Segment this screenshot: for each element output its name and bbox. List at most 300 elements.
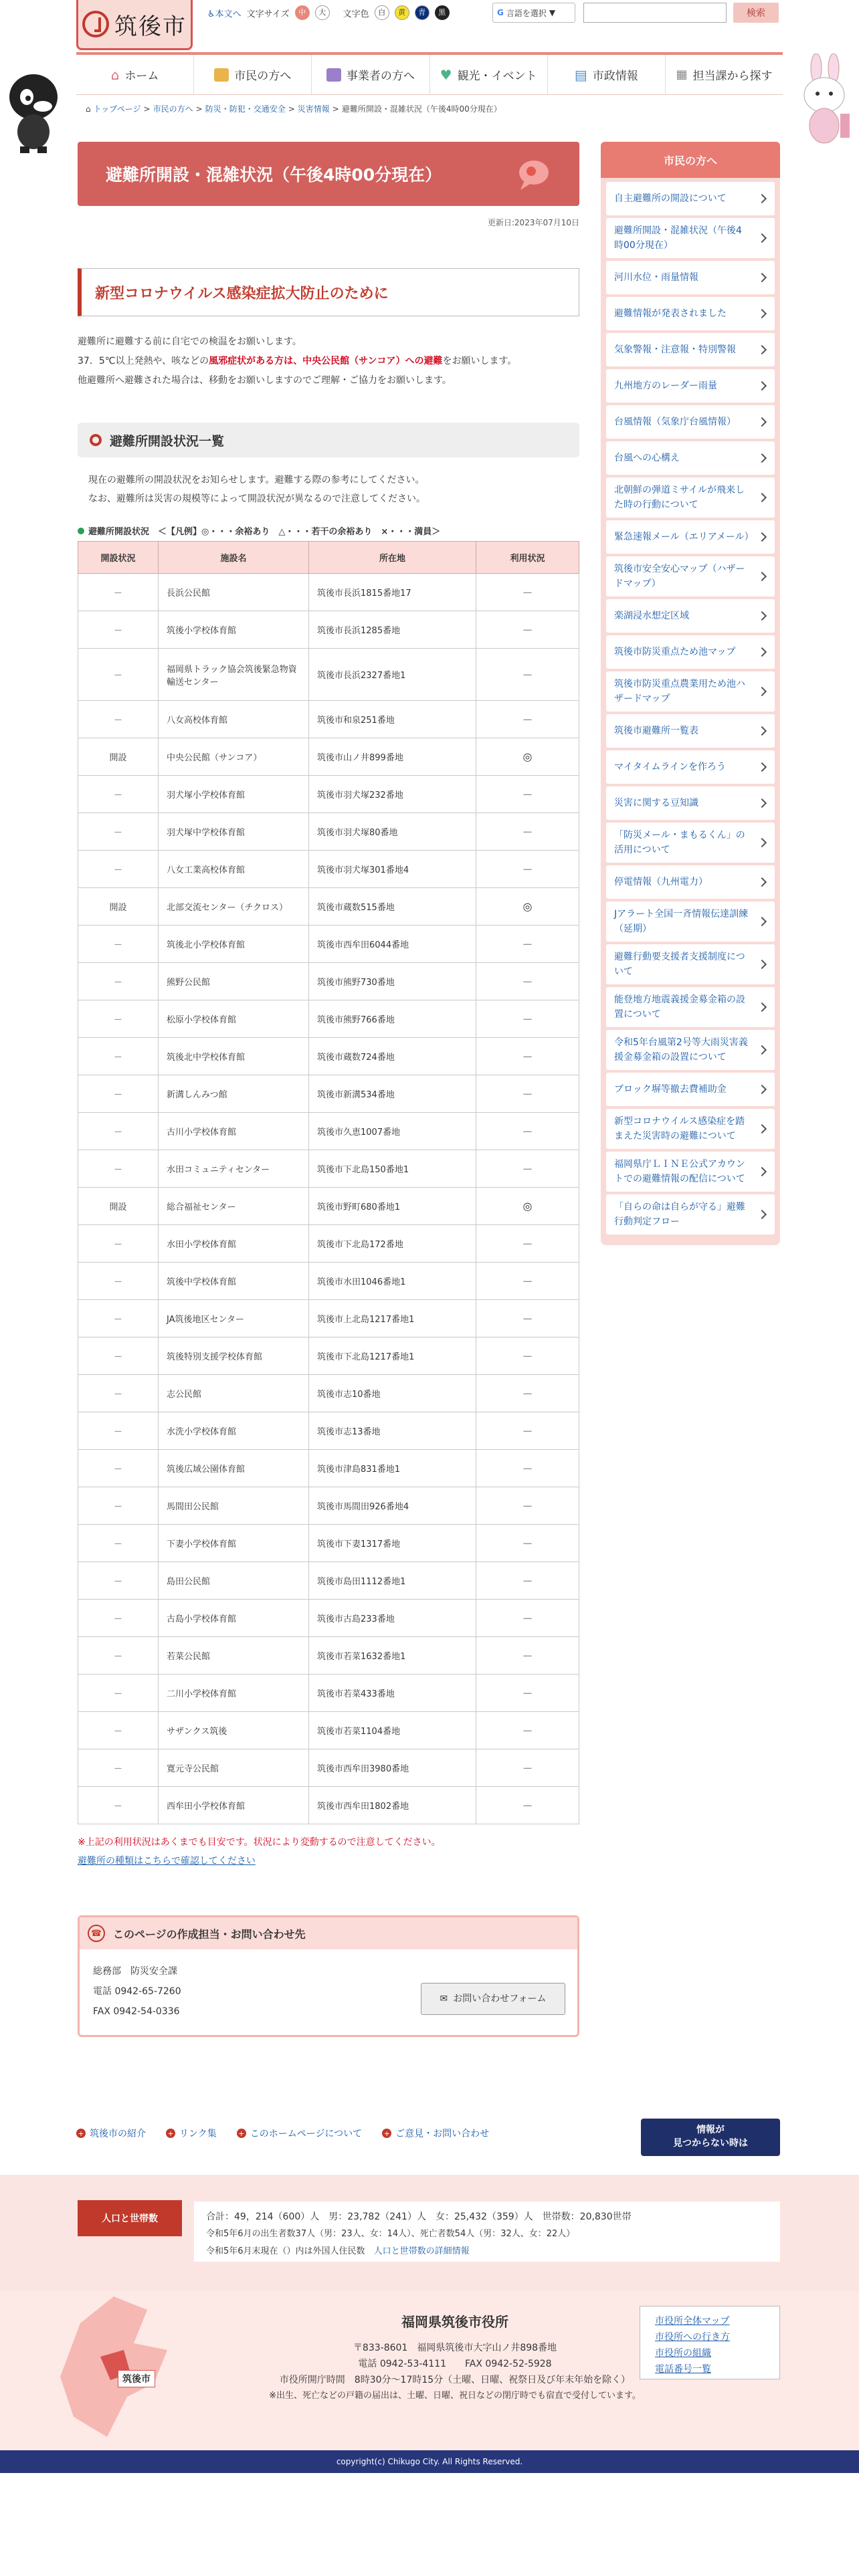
cell-address: 筑後市西牟田3980番地: [309, 1749, 476, 1787]
cell-facility: 筑後広域公園体育館: [159, 1450, 309, 1487]
cell-status: 開設: [78, 738, 159, 776]
cell-facility: 二川小学校体育館: [159, 1675, 309, 1712]
person-icon: ♿: [207, 9, 215, 19]
legend: [78, 524, 579, 537]
col-header-facility: 施設名: [159, 542, 309, 574]
color-blue-button[interactable]: 青: [415, 5, 430, 20]
search-input[interactable]: [583, 3, 727, 23]
cell-status: －: [78, 1562, 159, 1600]
table-row: [78, 1450, 579, 1487]
table-row: [78, 1038, 579, 1075]
nav-business[interactable]: [312, 55, 430, 94]
cell-status: －: [78, 701, 159, 738]
font-size-medium-button[interactable]: 中: [295, 5, 310, 20]
table-row: [78, 851, 579, 888]
cell-address: 筑後市山ノ井899番地: [309, 738, 476, 776]
cell-status: －: [78, 851, 159, 888]
cell-address: 筑後市若菜1632番地1: [309, 1637, 476, 1675]
cell-usage: ◎: [476, 888, 579, 926]
mascot-right-icon: [789, 53, 859, 154]
sidebar-item[interactable]: ブロック塀等撤去費補助金: [606, 1073, 775, 1106]
cell-status: －: [78, 1525, 159, 1562]
city-note: ※出生、死亡などの戸籍の届出は、土曜、日曜、祝日などの閉庁時でも宿直で受付しています。: [269, 2391, 641, 2401]
table-row: [78, 1075, 579, 1113]
cell-usage: ◎: [476, 738, 579, 776]
search-button[interactable]: 検索: [733, 3, 779, 23]
sidebar-item[interactable]: 能登地方地震義援金募金箱の設置について: [606, 987, 775, 1027]
cell-facility: 福岡県トラック協会筑後緊急物資輸送センター: [159, 649, 309, 701]
notice-line: 他避難所へ避難された場合は、移動をお願いしますのでご理解・ご協力をお願いします。: [78, 375, 452, 386]
fnav-phone-list[interactable]: 電話番号一覧: [655, 2364, 711, 2375]
city-hall-name: 福岡県筑後市役所: [401, 2314, 508, 2330]
nav-label: 事業者の方へ: [346, 70, 415, 83]
sidebar-item[interactable]: 「防災メール・まもるくん」の活用について: [606, 823, 775, 863]
global-nav: [76, 52, 783, 95]
sidebar-item[interactable]: 筑後市避難所一覧表: [606, 714, 775, 748]
contact-heading: [80, 1917, 577, 1949]
cell-facility: 八女工業高校体育館: [159, 851, 309, 888]
sidebar-item[interactable]: 避難所開設・混雑状況（午後4時00分現在）: [606, 218, 775, 258]
contact-box: [78, 1915, 579, 2037]
population-note: [206, 2243, 768, 2260]
shelter-intro: [78, 471, 579, 508]
cell-address: 筑後市羽犬塚301番地4: [309, 851, 476, 888]
cell-status: －: [78, 1675, 159, 1712]
sidebar-item[interactable]: 緊急速報メール（エリアメール）: [606, 520, 775, 554]
cell-status: －: [78, 1000, 159, 1038]
shelter-list-heading: [78, 423, 579, 457]
shelter-table: [78, 541, 579, 1824]
contact-body: [80, 1949, 577, 2035]
sidebar-item[interactable]: 「自らの命は自らが守る」避難行動判定フロー: [606, 1194, 775, 1235]
sidebar-item[interactable]: 筑後市防災重点農業用ため池ハザードマップ: [606, 671, 775, 712]
nav-label: 観光・イベント: [457, 70, 537, 83]
cell-address: 筑後市西牟田6044番地: [309, 926, 476, 963]
table-row: [78, 1562, 579, 1600]
cell-status: －: [78, 963, 159, 1000]
table-row: [78, 1300, 579, 1337]
table-row: [78, 1188, 579, 1225]
cell-address: 筑後市馬間田926番地4: [309, 1487, 476, 1525]
cell-facility: 寛元寺公民館: [159, 1749, 309, 1787]
footer-link-about[interactable]: [76, 2127, 146, 2140]
cell-facility: 中央公民館（サンコア）: [159, 738, 309, 776]
cell-address: 筑後市若菜1104番地: [309, 1712, 476, 1749]
cell-address: 筑後市蔵数724番地: [309, 1038, 476, 1075]
table-row: [78, 1150, 579, 1188]
cell-facility: 松原小学校体育館: [159, 1000, 309, 1038]
copyright: copyright(c) Chikugo City. All Rights Reserved.: [0, 2450, 859, 2473]
cell-address: 筑後市久恵1007番地: [309, 1113, 476, 1150]
cell-address: 筑後市西牟田1802番地: [309, 1787, 476, 1824]
updated-date: 更新日:2023年07月10日: [487, 218, 579, 227]
cell-facility: 新溝しんみつ館: [159, 1075, 309, 1113]
table-row: [78, 813, 579, 851]
table-row: [78, 1712, 579, 1749]
sidebar-item[interactable]: 災害に関する豆知識: [606, 786, 775, 820]
cell-facility: 筑後小学校体育館: [159, 611, 309, 649]
breadcrumb-separator: >: [143, 104, 151, 114]
cell-usage: －: [476, 851, 579, 888]
contact-fax: FAX 0942-54-0336: [93, 2006, 180, 2017]
intro-line: 現在の避難所の開設状況をお知らせします。避難する際の参考にしてください。: [88, 475, 425, 486]
cell-usage: －: [476, 1487, 579, 1525]
notice-line: 避難所に避難する前に自宅での検温をお願いします。: [78, 336, 302, 347]
footer-link-label: ご意見・お問い合わせ: [395, 2129, 490, 2139]
population-section: [0, 2175, 859, 2291]
cell-facility: サザンクス筑後: [159, 1712, 309, 1749]
col-header-usage: 利用状況: [476, 542, 579, 574]
cell-status: －: [78, 1300, 159, 1337]
population-total: 合計：49，214（600）人 男：23,782（241）人 女：25,432（359）人 世帯数：20,830世帯: [206, 2212, 632, 2222]
book-icon: [214, 68, 229, 82]
cell-facility: 馬間田公民館: [159, 1487, 309, 1525]
footer-link-label: 筑後市の紹介: [90, 2129, 146, 2139]
table-row: [78, 1412, 579, 1450]
table-row: [78, 1525, 579, 1562]
cell-address: 筑後市志10番地: [309, 1375, 476, 1412]
cell-usage: －: [476, 1113, 579, 1150]
table-row: [78, 1113, 579, 1150]
cell-usage: －: [476, 1525, 579, 1562]
mascot-left-icon: [0, 57, 67, 157]
fnav-map[interactable]: 市役所全体マップ: [655, 2316, 730, 2327]
cell-facility: 志公民館: [159, 1375, 309, 1412]
nav-citizens[interactable]: [194, 55, 312, 94]
sidebar-item[interactable]: 避難情報が発表されました: [606, 297, 775, 330]
cell-address: 筑後市水田1046番地1: [309, 1263, 476, 1300]
covid-notice-heading: 新型コロナウイルス感染症拡大防止のために: [78, 268, 579, 316]
cell-facility: JA筑後地区センター: [159, 1300, 309, 1337]
cell-facility: 水田小学校体育館: [159, 1225, 309, 1263]
text-color-label: 文字色: [343, 9, 369, 19]
population-box: [194, 2202, 780, 2262]
footer-links: [76, 2127, 489, 2140]
contact-tel: 電話 0942-65-7260: [93, 1986, 181, 1997]
sidebar: [601, 142, 780, 1245]
cell-usage: －: [476, 1075, 579, 1113]
nav-label: 市民の方へ: [234, 70, 292, 83]
document-icon: ▤: [574, 66, 587, 83]
speech-bubble-icon: [515, 158, 553, 191]
home-icon: ⌂: [110, 66, 120, 83]
sidebar-item[interactable]: マイタイムラインを作ろう: [606, 750, 775, 784]
population-date: 令和5年6月末現在（）内は外国人住民数: [206, 2246, 365, 2256]
cell-usage: －: [476, 1375, 579, 1412]
nav-label: ホーム: [124, 70, 159, 83]
mail-icon: ✉: [440, 1994, 448, 2004]
cell-status: －: [78, 1600, 159, 1637]
intro-line: なお、避難所は災害の規模等によって開設状況が異なるので注意してください。: [88, 494, 425, 504]
cell-status: 開設: [78, 888, 159, 926]
cell-usage: －: [476, 649, 579, 701]
footer-link-label: このホームページについて: [250, 2129, 363, 2139]
breadcrumb-link[interactable]: トップページ: [93, 104, 141, 114]
sidebar-item[interactable]: 停電情報（九州電力）: [606, 865, 775, 899]
breadcrumb-current: 避難所開設・混雑状況（午後4時00分現在）: [341, 104, 502, 114]
col-header-address: 所在地: [309, 542, 476, 574]
nav-departments[interactable]: [666, 55, 783, 94]
cell-facility: 八女高校体育館: [159, 701, 309, 738]
cell-usage: －: [476, 813, 579, 851]
city-emblem-icon: [82, 11, 109, 37]
table-row: [78, 1637, 579, 1675]
footer-link-feedback[interactable]: [382, 2127, 489, 2140]
cell-address: 筑後市長浜1815番地17: [309, 574, 476, 611]
table-row: [78, 1000, 579, 1038]
population-detail-link[interactable]: 人口と世帯数の詳細情報: [373, 2246, 470, 2256]
cell-usage: －: [476, 1038, 579, 1075]
cell-facility: 羽犬塚中学校体育館: [159, 813, 309, 851]
footer: [0, 2291, 859, 2450]
cell-status: －: [78, 1038, 159, 1075]
cell-usage: －: [476, 1225, 579, 1263]
cell-status: －: [78, 776, 159, 813]
sidebar-item[interactable]: 北朝鮮の弾道ミサイルが飛来した時の行動について: [606, 477, 775, 518]
table-row: [78, 1600, 579, 1637]
section-title: 避難所開設状況一覧: [110, 433, 225, 449]
cell-usage: －: [476, 1675, 579, 1712]
cell-facility: 筑後中学校体育館: [159, 1263, 309, 1300]
plus-icon: +: [76, 2129, 86, 2138]
cell-usage: －: [476, 1337, 579, 1375]
sidebar-item[interactable]: 新型コロナウイルス感染症を踏まえた災害時の避難について: [606, 1109, 775, 1149]
notice-line: [78, 352, 579, 371]
fnav-organization[interactable]: 市役所の組織: [655, 2348, 711, 2359]
cell-address: 筑後市野町680番地1: [309, 1188, 476, 1225]
table-row: [78, 1225, 579, 1263]
cell-address: 筑後市和泉251番地: [309, 701, 476, 738]
fnav-access[interactable]: 市役所への行き方: [655, 2332, 730, 2343]
breadcrumb-link[interactable]: 市民の方へ: [153, 104, 193, 114]
shelter-types-link[interactable]: 避難所の種類はこちらで確認してください: [78, 1856, 256, 1866]
font-size-label: 文字サイズ: [246, 9, 290, 19]
cell-status: －: [78, 1487, 159, 1525]
cell-address: 筑後市若菜433番地: [309, 1675, 476, 1712]
cell-usage: －: [476, 1150, 579, 1188]
sidebar-item[interactable]: 河川水位・雨量情報: [606, 261, 775, 294]
plus-icon: +: [166, 2129, 175, 2138]
table-row: [78, 963, 579, 1000]
cell-facility: 若菜公民館: [159, 1637, 309, 1675]
cell-status: －: [78, 1263, 159, 1300]
sidebar-item[interactable]: 台風情報（気象庁台風情報）: [606, 405, 775, 439]
table-row: [78, 1487, 579, 1525]
cell-facility: 北部交流センター（チクロス）: [159, 888, 309, 926]
cell-usage: －: [476, 1000, 579, 1038]
city-address: 〒833-8601 福岡県筑後市大字山ノ井898番地: [353, 2343, 557, 2353]
table-row: [78, 574, 579, 611]
cell-usage: －: [476, 776, 579, 813]
cell-usage: －: [476, 1787, 579, 1824]
cell-address: 筑後市下北島150番地1: [309, 1150, 476, 1188]
accessibility-tools: [207, 4, 450, 21]
cell-facility: 古川小学校体育館: [159, 1113, 309, 1150]
notice-text: をお願いします。: [442, 356, 517, 366]
cell-usage: －: [476, 1637, 579, 1675]
cell-address: 筑後市島田1112番地1: [309, 1562, 476, 1600]
covid-notice-body: [78, 332, 579, 391]
sidebar-item[interactable]: 福岡県庁ＬＩＮＥ公式アカウントでの避難情報の配信について: [606, 1152, 775, 1192]
cell-status: －: [78, 574, 159, 611]
nav-tourism[interactable]: [430, 55, 548, 94]
table-row: [78, 1337, 579, 1375]
cell-status: －: [78, 813, 159, 851]
cell-usage: －: [476, 1562, 579, 1600]
cell-usage: ◎: [476, 1188, 579, 1225]
color-white-button[interactable]: 白: [375, 5, 389, 20]
cell-status: －: [78, 1412, 159, 1450]
cell-status: －: [78, 1712, 159, 1749]
contact-title: このページの作成担当・お問い合わせ先: [113, 1927, 306, 1941]
cell-facility: 水洗小学校体育館: [159, 1412, 309, 1450]
cell-address: 筑後市長浜2327番地1: [309, 649, 476, 701]
heart-icon: ♥: [440, 66, 452, 83]
skip-to-content-link[interactable]: [207, 7, 242, 19]
plus-icon: +: [237, 2129, 246, 2138]
footer-link-links[interactable]: [166, 2127, 217, 2140]
sidebar-item[interactable]: 筑後市安全安心マップ（ハザードマップ）: [606, 556, 775, 597]
sidebar-item[interactable]: 楽湖浸水想定区域: [606, 599, 775, 633]
sidebar-item[interactable]: 筑後市防災重点ため池マップ: [606, 635, 775, 669]
footer-nav-box: [640, 2306, 780, 2379]
sidebar-item[interactable]: 自主避難所の開設について: [606, 182, 775, 215]
cell-usage: －: [476, 701, 579, 738]
sidebar-item[interactable]: 避難行動要支援者支援制度について: [606, 944, 775, 984]
city-hall-info: [254, 2311, 656, 2404]
sidebar-item[interactable]: 台風への心構え: [606, 441, 775, 475]
cell-address: 筑後市羽犬塚80番地: [309, 813, 476, 851]
cell-address: 筑後市下北島172番地: [309, 1225, 476, 1263]
page-title: 避難所開設・混雑状況（午後4時00分現在）: [106, 165, 442, 185]
form-label: お問い合わせフォーム: [453, 1994, 547, 2004]
logo-text: 筑後市: [114, 13, 187, 40]
cell-facility: 西牟田小学校体育館: [159, 1787, 309, 1824]
cell-status: －: [78, 1337, 159, 1375]
cell-status: －: [78, 1450, 159, 1487]
cell-address: 筑後市熊野730番地: [309, 963, 476, 1000]
nav-city-info[interactable]: [548, 55, 666, 94]
cell-usage: －: [476, 611, 579, 649]
sidebar-item[interactable]: 九州地方のレーダー雨量: [606, 369, 775, 403]
cell-facility: 筑後北小学校体育館: [159, 926, 309, 963]
green-dot-icon: [78, 528, 84, 534]
home-icon: ⌂: [86, 104, 91, 114]
cell-address: 筑後市長浜1285番地: [309, 611, 476, 649]
info-not-found-button[interactable]: [641, 2119, 780, 2156]
language-label: 言語を選択: [506, 8, 547, 18]
usage-warning: ※上記の利用状況はあくまでも目安です。状況により変動するので注意してください。: [78, 1837, 441, 1848]
google-icon: G: [497, 8, 504, 17]
table-row: [78, 888, 579, 926]
cell-facility: 熊野公民館: [159, 963, 309, 1000]
page-title-bar: [78, 142, 579, 206]
cell-facility: 筑後北中学校体育館: [159, 1038, 309, 1075]
breadcrumb-link[interactable]: 防災・防犯・交通安全: [205, 104, 286, 114]
color-yellow-button[interactable]: 黄: [395, 5, 409, 20]
building-icon: [326, 68, 341, 82]
nav-home[interactable]: [76, 55, 194, 94]
sidebar-heading: 市民の方へ: [601, 142, 780, 178]
cell-address: 筑後市下北島1217番地1: [309, 1337, 476, 1375]
city-hours: 市役所開庁時間 8時30分～17時15分（土曜、日曜、祝祭日及び年末年始を除く）: [279, 2375, 631, 2385]
map-label: 筑後市: [118, 2370, 155, 2387]
table-row: [78, 776, 579, 813]
grid-icon: ▦: [676, 68, 688, 82]
language-select[interactable]: [492, 3, 575, 23]
chevron-down-icon: ▼: [549, 8, 556, 17]
table-row: [78, 738, 579, 776]
contact-dept: 総務部 防災安全課: [93, 1966, 177, 1977]
sidebar-item[interactable]: Jアラート全国一斉情報伝達訓練（延期）: [606, 901, 775, 942]
cell-status: －: [78, 926, 159, 963]
cell-address: 筑後市新溝534番地: [309, 1075, 476, 1113]
table-row: [78, 1787, 579, 1824]
ring-icon: [90, 434, 102, 446]
table-row: [78, 1675, 579, 1712]
notice-emphasis: 風邪症状がある方は、中央公民館（サンコア）への避難: [209, 356, 443, 366]
cell-facility: 筑後特別支援学校体育館: [159, 1337, 309, 1375]
contact-form-button[interactable]: [421, 1983, 565, 2015]
info-btn-line: 情報が: [696, 2125, 725, 2135]
skip-label: 本文へ: [215, 9, 242, 19]
cell-usage: －: [476, 1712, 579, 1749]
cell-status: －: [78, 1787, 159, 1824]
color-black-button[interactable]: 黒: [435, 5, 450, 20]
table-row: [78, 1749, 579, 1787]
cell-facility: 古島小学校体育館: [159, 1600, 309, 1637]
population-births: 令和5年6月の出生者数37人（男：23人、女：14人）、死亡者数54人（男：32人、女：22人）: [206, 2229, 575, 2239]
cell-usage: －: [476, 1450, 579, 1487]
cell-status: －: [78, 1113, 159, 1150]
sidebar-item[interactable]: 令和5年台風第2号等大雨災害義援金募金箱の設置について: [606, 1030, 775, 1070]
cell-address: 筑後市羽犬塚232番地: [309, 776, 476, 813]
site-logo[interactable]: [76, 0, 193, 50]
cell-status: －: [78, 1150, 159, 1188]
cell-facility: 総合福祉センター: [159, 1188, 309, 1225]
breadcrumb-separator: >: [332, 104, 339, 114]
cell-status: －: [78, 1375, 159, 1412]
table-row: [78, 926, 579, 963]
table-row: [78, 611, 579, 649]
breadcrumb: [86, 103, 502, 114]
population-tag: 人口と世帯数: [78, 2200, 182, 2236]
cell-facility: 島田公民館: [159, 1562, 309, 1600]
footer-link-site[interactable]: [237, 2127, 362, 2140]
cell-facility: 長浜公民館: [159, 574, 309, 611]
cell-status: 開設: [78, 1188, 159, 1225]
table-row: [78, 1263, 579, 1300]
cell-status: －: [78, 1749, 159, 1787]
breadcrumb-link[interactable]: 災害情報: [297, 104, 330, 114]
table-row: [78, 649, 579, 701]
cell-facility: 羽犬塚小学校体育館: [159, 776, 309, 813]
cell-address: 筑後市熊野766番地: [309, 1000, 476, 1038]
cell-usage: －: [476, 574, 579, 611]
sidebar-item[interactable]: 気象警報・注意報・特別警報: [606, 333, 775, 366]
top-bar: [0, 0, 859, 50]
cell-address: 筑後市下妻1317番地: [309, 1525, 476, 1562]
font-size-large-button[interactable]: 大: [315, 5, 330, 20]
cell-status: －: [78, 611, 159, 649]
table-row: [78, 1375, 579, 1412]
cell-address: 筑後市古島233番地: [309, 1600, 476, 1637]
cell-usage: －: [476, 1600, 579, 1637]
cell-address: 筑後市志13番地: [309, 1412, 476, 1450]
info-btn-line: 見つからない時は: [673, 2138, 748, 2149]
cell-usage: －: [476, 963, 579, 1000]
cell-usage: －: [476, 1412, 579, 1450]
